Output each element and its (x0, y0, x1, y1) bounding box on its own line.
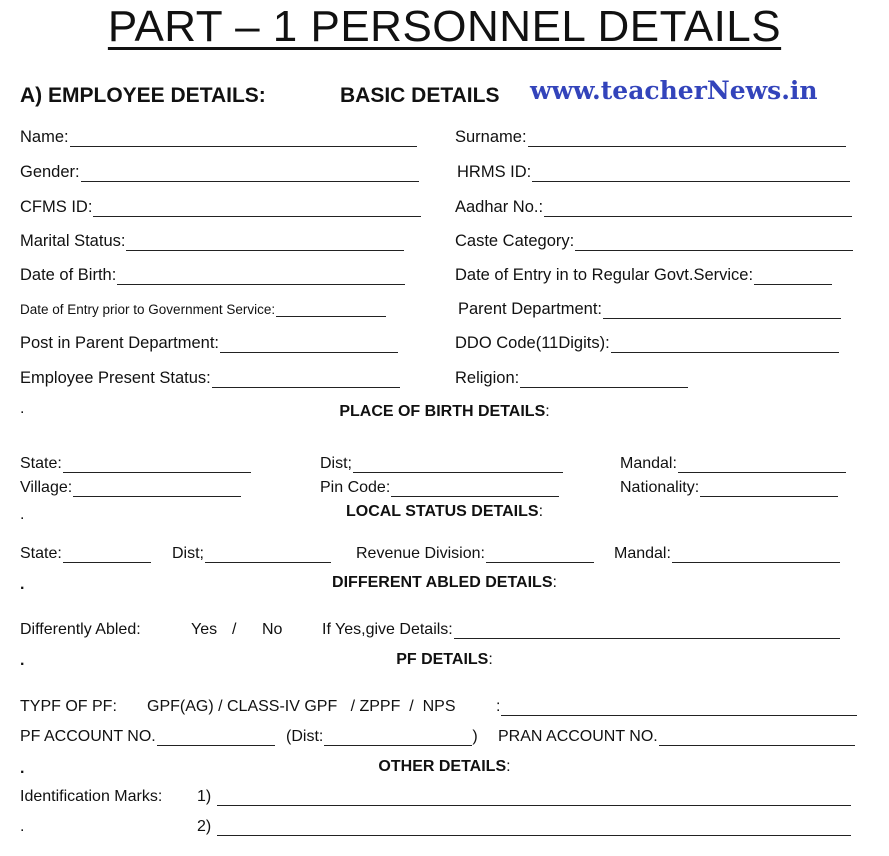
field-employee-status (20, 369, 400, 388)
field-id-mark-2 (197, 818, 851, 836)
field-label: Nationality: (620, 479, 700, 496)
pran-account-input[interactable] (659, 731, 855, 746)
field-label: Revenue Division: (356, 545, 485, 562)
field-local-dist (172, 545, 331, 563)
field-marital-status (20, 232, 404, 251)
separator-dot: . (20, 506, 25, 523)
field-label: Employee Present Status: (20, 369, 211, 387)
field-label: HRMS ID: (457, 163, 532, 181)
field-label: State: (20, 545, 62, 562)
aadhar-input[interactable] (544, 202, 852, 217)
field-label: 2) (197, 818, 212, 835)
option-yes[interactable]: Yes (191, 621, 218, 638)
field-local-state (20, 545, 151, 563)
religion-input[interactable] (520, 373, 688, 388)
post-parent-dept-input[interactable] (220, 338, 398, 353)
field-post-parent-dept (20, 334, 398, 353)
field-date-entry-prior (20, 302, 386, 317)
field-pran-account (498, 728, 855, 746)
local-dist-input[interactable] (205, 548, 331, 563)
field-birth-state (20, 455, 251, 473)
field-pf-type (496, 698, 857, 716)
field-local-mandal (614, 545, 840, 563)
watermark: www.teacherNews.in (530, 76, 818, 105)
field-label: Date of Entry in to Regular Govt.Service: (455, 266, 754, 284)
birth-dist-input[interactable] (353, 458, 563, 473)
field-label: Name: (20, 128, 69, 146)
parent-department-input[interactable] (603, 304, 841, 319)
field-label: Surname: (455, 128, 527, 146)
separator-dot: . (20, 652, 25, 669)
separator-dot: . (20, 760, 25, 777)
field-pf-dist (286, 728, 478, 746)
field-religion (455, 369, 688, 388)
field-label: Dist; (320, 455, 352, 472)
field-label: ) (472, 728, 478, 745)
field-label: PRAN ACCOUNT NO. (498, 728, 658, 745)
other-details-heading: OTHER DETAILS: (378, 758, 511, 775)
field-label: Parent Department: (458, 300, 602, 318)
pf-dist-input[interactable] (324, 731, 472, 746)
caste-category-input[interactable] (575, 236, 853, 251)
marital-status-input[interactable] (126, 236, 404, 251)
revenue-division-input[interactable] (486, 548, 594, 563)
field-id-mark-1 (197, 788, 851, 806)
field-label: Mandal: (620, 455, 677, 472)
field-name (20, 128, 417, 147)
field-label: 1) (197, 788, 212, 805)
separator-dot: . (20, 818, 25, 835)
field-surname (455, 128, 846, 147)
field-label: PF ACCOUNT NO. (20, 728, 156, 745)
field-aadhar (455, 198, 852, 217)
field-birth-village (20, 479, 241, 497)
field-label: DDO Code(11Digits): (455, 334, 610, 352)
name-input[interactable] (70, 132, 417, 147)
field-label: Pin Code: (320, 479, 391, 496)
basic-details-heading: BASIC DETAILS (340, 84, 500, 107)
field-label: Date of Entry prior to Government Service: (20, 302, 276, 317)
field-label: (Dist: (286, 728, 324, 745)
different-abled-heading: DIFFERENT ABLED DETAILS: (332, 574, 557, 591)
field-ddo-code (455, 334, 839, 353)
pf-type-label: TYPF OF PF: (20, 698, 117, 715)
field-label: CFMS ID: (20, 198, 93, 216)
date-of-birth-input[interactable] (117, 270, 405, 285)
field-birth-dist (320, 455, 563, 473)
field-date-of-birth (20, 266, 405, 285)
date-entry-prior-input[interactable] (276, 302, 386, 317)
field-abled-details (322, 621, 840, 639)
field-label: Village: (20, 479, 73, 496)
field-label: If Yes,give Details: (322, 621, 453, 638)
field-label: Dist; (172, 545, 204, 562)
place-of-birth-heading: PLACE OF BIRTH DETAILS: (339, 403, 550, 420)
nationality-input[interactable] (700, 482, 838, 497)
cfms-id-input[interactable] (93, 202, 421, 217)
birth-village-input[interactable] (73, 482, 241, 497)
field-date-entry-regular (455, 266, 832, 285)
pf-details-heading: PF DETAILS: (396, 651, 493, 668)
field-hrms-id (457, 163, 850, 182)
local-status-heading: LOCAL STATUS DETAILS: (345, 503, 544, 520)
option-no[interactable]: No (262, 621, 283, 638)
field-label: Mandal: (614, 545, 671, 562)
field-label: Caste Category: (455, 232, 575, 250)
field-gender (20, 163, 419, 182)
birth-state-input[interactable] (63, 458, 251, 473)
identification-marks-label: Identification Marks: (20, 788, 163, 805)
section-heading: A) EMPLOYEE DETAILS: (20, 84, 266, 107)
field-label: Post in Parent Department: (20, 334, 220, 352)
differently-abled-label: Differently Abled: (20, 621, 141, 638)
field-label: Gender: (20, 163, 80, 181)
date-entry-regular-input[interactable] (754, 270, 832, 285)
separator-dot: . (20, 400, 25, 417)
hrms-id-input[interactable] (532, 167, 850, 182)
field-birth-pincode (320, 479, 559, 497)
option-separator: / (232, 621, 237, 638)
field-label: Religion: (455, 369, 520, 387)
field-parent-department (458, 300, 841, 319)
id-mark-1-input[interactable] (217, 791, 851, 806)
birth-mandal-input[interactable] (678, 458, 846, 473)
surname-input[interactable] (528, 132, 846, 147)
field-label: Date of Birth: (20, 266, 117, 284)
pf-type-options[interactable]: GPF(AG) / CLASS-IV GPF / ZPPF / NPS (147, 698, 456, 715)
id-mark-2-input[interactable] (217, 821, 851, 836)
abled-details-input[interactable] (454, 624, 840, 639)
pf-account-input[interactable] (157, 731, 275, 746)
local-state-input[interactable] (63, 548, 151, 563)
field-pf-account (20, 728, 275, 746)
field-cfms-id (20, 198, 421, 217)
gender-input[interactable] (81, 167, 419, 182)
field-label: Marital Status: (20, 232, 126, 250)
field-caste-category (455, 232, 853, 251)
birth-pincode-input[interactable] (391, 482, 559, 497)
page-title: PART – 1 PERSONNEL DETAILS (107, 2, 782, 51)
separator-dot: . (20, 576, 25, 593)
field-label: Aadhar No.: (455, 198, 544, 216)
field-nationality (620, 479, 838, 497)
employee-status-input[interactable] (212, 373, 400, 388)
field-label: : (496, 698, 501, 715)
field-revenue-division (356, 545, 594, 563)
ddo-code-input[interactable] (611, 338, 839, 353)
local-mandal-input[interactable] (672, 548, 840, 563)
field-label: State: (20, 455, 62, 472)
field-birth-mandal (620, 455, 846, 473)
pf-type-input[interactable] (501, 701, 857, 716)
